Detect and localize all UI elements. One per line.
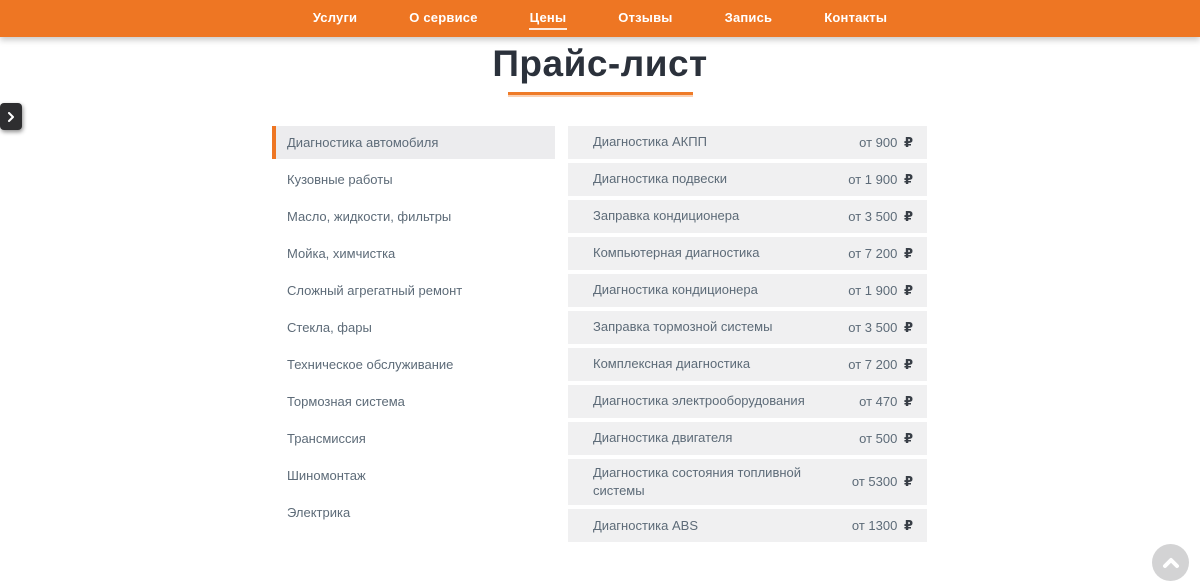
- nav-item-label: Услуги: [312, 10, 358, 25]
- ruble-sign: ₽: [900, 282, 913, 298]
- category-item-label: Трансмиссия: [287, 431, 366, 446]
- category-item[interactable]: [272, 348, 555, 381]
- price-row-name: Диагностика состояния топливной системы: [593, 465, 802, 499]
- price-row-value: от 900 ₽: [859, 134, 913, 150]
- ruble-sign: ₽: [900, 208, 913, 224]
- price-row-name: Диагностика ABS: [593, 517, 698, 533]
- price-row-value: от 1300 ₽: [851, 517, 913, 533]
- category-item[interactable]: [272, 274, 555, 307]
- nav-item[interactable]: [823, 7, 888, 30]
- nav-item-label: Контакты: [824, 10, 888, 25]
- ruble-sign: ₽: [900, 171, 913, 187]
- category-item-label: Стекла, фары: [287, 320, 372, 335]
- price-rows: [568, 126, 927, 546]
- category-list: [272, 126, 555, 533]
- page-title: Прайс-лист: [492, 43, 708, 84]
- category-item-label: Тормозная система: [287, 394, 405, 409]
- price-row: [568, 459, 927, 505]
- category-item-label: Шиномонтаж: [287, 468, 366, 483]
- nav-item[interactable]: [617, 7, 673, 30]
- nav-item[interactable]: [724, 7, 774, 30]
- price-row-name: Диагностика двигателя: [593, 430, 733, 446]
- price-row: [568, 126, 927, 159]
- category-item[interactable]: [272, 496, 555, 529]
- ruble-sign: ₽: [900, 245, 913, 261]
- price-row-name: Заправка тормозной системы: [593, 319, 773, 335]
- price-row: [568, 163, 927, 196]
- price-row: [568, 509, 927, 542]
- category-item[interactable]: [272, 126, 555, 159]
- category-item-label: Диагностика автомобиля: [287, 135, 439, 150]
- price-row: [568, 274, 927, 307]
- category-item-label: Кузовные работы: [287, 172, 393, 187]
- price-row: [568, 311, 927, 344]
- category-item[interactable]: [272, 385, 555, 418]
- top-navbar: [0, 0, 1200, 37]
- category-item-label: Техническое обслуживание: [287, 357, 454, 372]
- expand-panel-button[interactable]: [0, 103, 22, 130]
- title-section: [0, 44, 1200, 95]
- ruble-sign: ₽: [900, 517, 913, 533]
- price-row-value: от 7 200 ₽: [848, 245, 913, 261]
- price-row-name: Диагностика АКПП: [593, 134, 707, 150]
- price-row-name: Диагностика подвески: [593, 171, 727, 187]
- price-row-name: Компьютерная диагностика: [593, 245, 760, 261]
- nav-item[interactable]: [312, 7, 358, 30]
- chevron-up-icon: [1162, 557, 1180, 569]
- category-item-label: Масло, жидкости, фильтры: [287, 209, 452, 224]
- price-row-name: Диагностика электрооборудования: [593, 393, 805, 409]
- ruble-sign: ₽: [900, 430, 913, 446]
- price-row: [568, 237, 927, 270]
- price-row: [568, 348, 927, 381]
- nav-item[interactable]: [529, 7, 568, 30]
- price-row: [568, 385, 927, 418]
- price-row-name: Диагностика кондиционера: [593, 282, 758, 298]
- nav-item-label: Отзывы: [618, 10, 673, 25]
- price-row-name: Заправка кондиционера: [593, 208, 740, 224]
- price-list-section: [272, 126, 927, 546]
- nav-item-label: Запись: [724, 10, 773, 25]
- ruble-sign: ₽: [900, 356, 913, 372]
- category-item[interactable]: [272, 459, 555, 492]
- price-row-value: от 5300 ₽: [851, 474, 913, 490]
- scroll-top-button[interactable]: [1152, 544, 1189, 581]
- nav-item-label: Цены: [529, 10, 567, 25]
- ruble-sign: ₽: [900, 393, 913, 409]
- price-row-value: от 7 200 ₽: [848, 356, 913, 372]
- category-item-label: Сложный агрегатный ремонт: [287, 283, 463, 298]
- category-item-label: Электрика: [287, 505, 351, 520]
- ruble-sign: ₽: [900, 319, 913, 335]
- price-row-value: от 470 ₽: [859, 393, 913, 409]
- nav-item-label: О сервисе: [409, 10, 478, 25]
- price-row-value: от 3 500 ₽: [848, 319, 913, 335]
- price-row: [568, 200, 927, 233]
- price-row-value: от 500 ₽: [859, 430, 913, 446]
- category-item[interactable]: [272, 200, 555, 233]
- price-row-value: от 1 900 ₽: [848, 282, 913, 298]
- ruble-sign: ₽: [900, 474, 913, 490]
- category-item[interactable]: [272, 237, 555, 270]
- ruble-sign: ₽: [900, 134, 913, 150]
- price-row: [568, 422, 927, 455]
- category-item[interactable]: [272, 311, 555, 344]
- nav-item[interactable]: [408, 7, 478, 30]
- chevron-right-icon: [7, 112, 15, 122]
- price-row-value: от 3 500 ₽: [848, 208, 913, 224]
- category-item[interactable]: [272, 422, 555, 455]
- title-underline: [508, 92, 693, 95]
- category-item[interactable]: [272, 163, 555, 196]
- category-item-label: Мойка, химчистка: [287, 246, 396, 261]
- price-row-value: от 1 900 ₽: [848, 171, 913, 187]
- price-row-name: Комплексная диагностика: [593, 356, 751, 372]
